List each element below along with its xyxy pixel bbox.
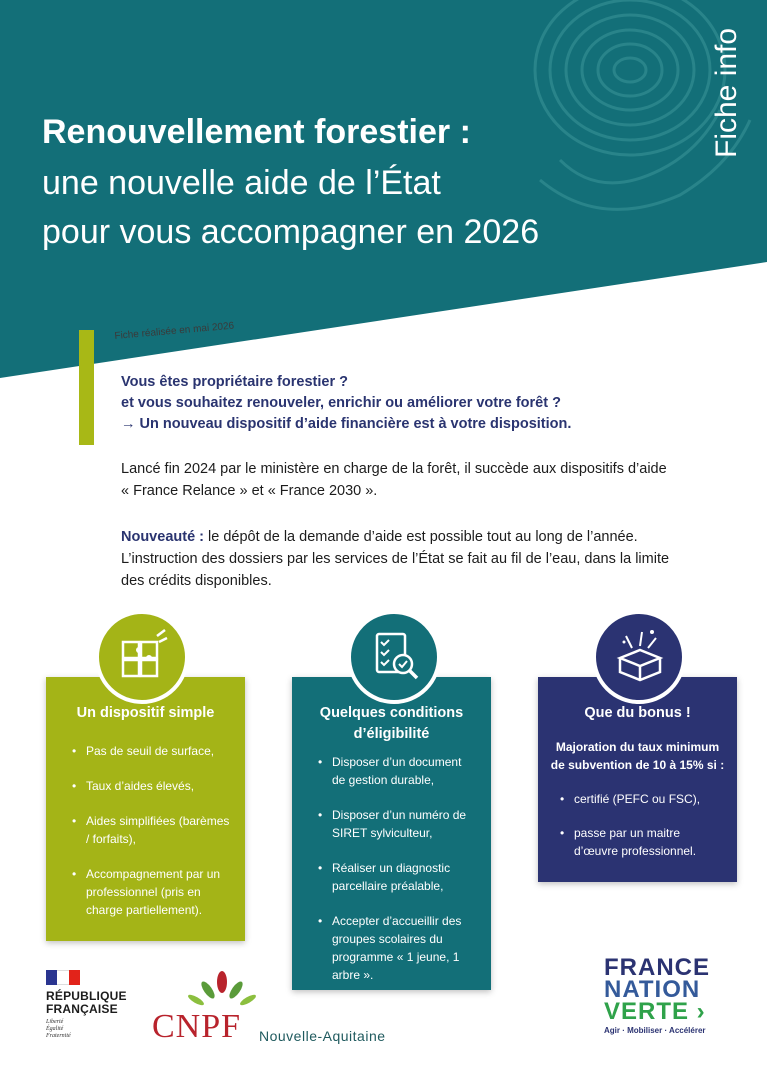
paragraph-news-line-3: des crédits disponibles. — [121, 573, 272, 589]
document-check-icon — [347, 610, 441, 704]
card-simple-title: Un dispositif simple — [76, 705, 215, 721]
news-line-1-rest: le dépôt de la demande d’aide est possible tout au long de l’année. — [204, 529, 638, 545]
puzzle-icon — [95, 610, 189, 704]
french-flag-icon — [46, 970, 80, 985]
card-bonus-title: Que du bonus ! — [584, 705, 691, 721]
news-keyword: Nouveauté : — [121, 529, 204, 545]
card-conditions-title — [292, 703, 491, 745]
fnv-line-2: NATION — [604, 976, 701, 1003]
paragraph-launch — [121, 458, 741, 502]
chevron-right-icon: › — [689, 998, 706, 1025]
list-item: • Pas de seuil de surface, — [72, 742, 231, 760]
list-item: • Accompagnement par un professionnel (pris en charge partiellement). — [72, 865, 231, 919]
intro-line-2: et vous souhaitez renouveler, enrichir ou améliorer votre forêt ? — [121, 395, 561, 411]
fnv-line-3-text: VERTE — [604, 998, 690, 1025]
card-bonus-subtitle — [538, 738, 737, 774]
intro-line-3: → Un nouveau dispositif d’aide financière est à votre disposition. — [121, 416, 572, 432]
list-item: • certifié (PEFC ou FSC), — [560, 790, 723, 808]
card-conditions-title-line-1: Quelques conditions — [319, 705, 464, 721]
svg-text:Fiche info: Fiche info — [710, 27, 743, 158]
list-item: • Aides simplifiées (barèmes / forfaits), — [72, 812, 231, 848]
list-item: • Accepter d’accueillir des groupes scolaires du programme « 1 jeune, 1 arbre ». — [318, 912, 477, 984]
card-conditions-list — [318, 753, 477, 984]
motto-egalite: Égalité — [46, 1026, 64, 1032]
leaves-icon — [182, 970, 262, 1012]
title-line-2: une nouvelle aide de l’État — [42, 164, 441, 202]
card-bonus-subtitle-line-2: de subvention de 10 à 15% si : — [550, 758, 725, 772]
page-title — [42, 108, 539, 260]
republique-line-1: RÉPUBLIQUE — [46, 989, 127, 1003]
card-conditions-title-line-2: d’éligibilité — [353, 726, 430, 742]
accent-bar — [79, 330, 94, 445]
paragraph-launch-line-1: Lancé fin 2024 par le ministère en charge de la forêt, il succède aux dispositifs d’aide — [121, 461, 667, 477]
card-bonus-list — [560, 790, 723, 860]
card-simple-list — [72, 742, 231, 919]
fnv-tagline: Agir · Mobiliser · Accélérer — [604, 1026, 706, 1035]
list-item: • Réaliser un diagnostic parcellaire préalable, — [318, 859, 477, 895]
cnpf-region: Nouvelle-Aquitaine — [259, 1028, 386, 1044]
paragraph-news-line-2: L’instruction des dossiers par les services de l’État se fait au fil de l’eau, dans la limite — [121, 551, 670, 567]
france-nation-verte-logo — [604, 954, 729, 1035]
fnv-line-1: FRANCE — [604, 954, 710, 981]
list-item: • Disposer d’un document de gestion durable, — [318, 753, 477, 789]
cnpf-wordmark: CNPF — [152, 1008, 242, 1045]
motto-liberte: Liberté — [46, 1019, 64, 1025]
republique-name — [46, 990, 136, 1016]
date-note: Fiche réalisée en mai 2026 — [114, 320, 235, 342]
list-item: • passe par un maitre d’œuvre professionnel. — [560, 824, 723, 860]
fiche-info-label — [676, 18, 756, 168]
intro-block — [121, 372, 571, 435]
cnpf-logo — [152, 970, 402, 1050]
card-simple — [46, 677, 245, 941]
paragraph-news — [121, 526, 741, 592]
title-line-1: Renouvellement forestier : — [42, 113, 471, 151]
card-bonus — [538, 677, 737, 882]
list-item: • Disposer d’un numéro de SIRET sylviculteur, — [318, 806, 477, 842]
paragraph-news-line-1 — [121, 526, 741, 548]
republique-motto — [46, 1019, 136, 1040]
intro-line-1: Vous êtes propriétaire forestier ? — [121, 374, 348, 390]
list-item: • Taux d’aides élevés, — [72, 777, 231, 795]
motto-fraternite: Fraternité — [46, 1033, 71, 1039]
card-bonus-subtitle-line-1: Majoration du taux minimum — [555, 740, 720, 754]
card-conditions — [292, 677, 491, 990]
title-line-3: pour vous accompagner en 2026 — [42, 213, 540, 251]
republique-line-2: FRANÇAISE — [46, 1002, 118, 1016]
republique-francaise-logo — [46, 970, 136, 1040]
paragraph-launch-line-2: « France Relance » et « France 2030 ». — [121, 483, 378, 499]
gift-box-icon — [592, 610, 686, 704]
fnv-line-3 — [604, 998, 729, 1025]
